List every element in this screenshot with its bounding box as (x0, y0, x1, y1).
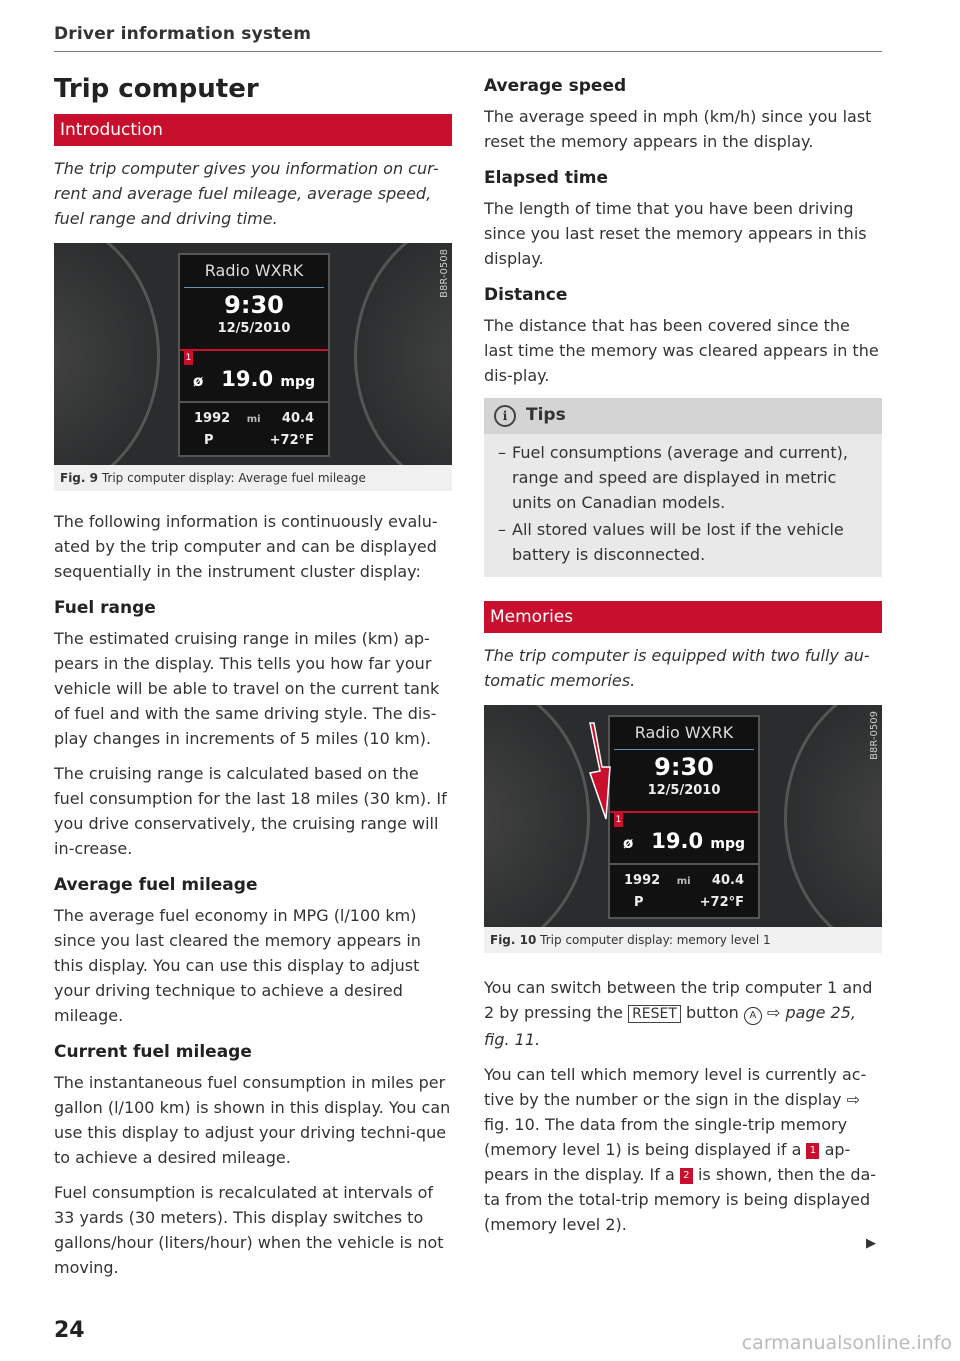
level-2-marker: 2 (680, 1168, 693, 1184)
distance-heading: Distance (484, 285, 568, 305)
intro-paragraph: The following information is continuously evalu-ated by the trip computer and can be displayed sequentially in the instrument cluster display: (54, 512, 438, 581)
gear-row (624, 895, 744, 910)
left-dial (484, 705, 590, 927)
header-rule (54, 51, 882, 52)
figure-caption: Fig. 9 Trip computer display: Average fuel mileage (54, 465, 452, 491)
tip-item: – All stored values will be lost if the vehicle battery is disconnected. (512, 517, 872, 567)
tips-box (484, 398, 882, 577)
tip-item: – Fuel consumptions (average and current), range and speed are displayed in metric units on Canadian models. (512, 440, 872, 515)
gear: P (204, 433, 214, 448)
mpg-unit: mpg (710, 836, 746, 852)
mpg-value: 19.0 (651, 829, 704, 853)
memory-level-paragraph: You can tell which memory level is currently ac-tive by the number or the sign in the display ⇨ fig. 10. The data from the single-trip memory (memory level 1) is being displayed if a 1 ap-pears in the display. If a 2 is shown, then the da-ta from the total-trip memory is being displayed (memory level 2). (484, 1065, 877, 1234)
memories-intro: The trip computer is equipped with two fully au-tomatic memories. (484, 646, 870, 690)
odometer-row (194, 411, 314, 426)
continue-arrow-icon: ▶ (866, 1236, 876, 1251)
avg-speed-heading: Average speed (484, 76, 627, 96)
clock-time: 9:30 (654, 753, 714, 781)
cur-fuel-p1: The instantaneous fuel consumption in miles per gallon (l/100 km) is shown in this display. You can use this display to adjust your driving techni-que to achieve a desired mileage. (54, 1073, 451, 1167)
trip-value: 40.4 (281, 411, 314, 426)
introduction-text: The trip computer gives you information on cur-rent and average fuel mileage, average speed, fuel range and driving time. (54, 159, 439, 228)
tips-list (484, 434, 882, 577)
right-dial (784, 705, 882, 927)
introduction-bar: Introduction (54, 114, 452, 146)
radio-station: Radio WXRK (634, 723, 734, 742)
lcd-display (608, 715, 760, 919)
elapsed-paragraph: The length of time that you have been driving since you last reset the memory appears in this display. (484, 199, 867, 268)
average-symbol: ø (622, 834, 634, 852)
outside-temp: +72°F (699, 895, 744, 910)
cur-fuel-p2: Fuel consumption is recalculated at intervals of 33 yards (30 meters). This display switches to gallons/hour (liters/hour) when the vehicle is not moving. (54, 1183, 444, 1277)
lcd-display (178, 253, 330, 457)
right-column (484, 74, 882, 1247)
fuel-range-p1: The estimated cruising range in miles (km) ap-pears in the display. This tells you how far your vehicle will be able to travel on the current tank of fuel and with the same driving style. The dis-play changes in increments of 5 miles (10 km). (54, 629, 440, 748)
page-reference[interactable]: ⇨ page 25, fig. 11. (484, 1003, 856, 1049)
right-dial (354, 243, 452, 465)
figure-caption: Fig. 10 Trip computer display: memory level 1 (484, 927, 882, 953)
figure-code: B8R-0508 (439, 249, 450, 298)
gear: P (634, 895, 644, 910)
reset-key: RESET (628, 1005, 681, 1023)
info-icon: i (494, 405, 516, 427)
section-header: Driver information system (54, 24, 312, 44)
figure-10 (484, 705, 882, 953)
memory-marker: 1 (615, 815, 622, 825)
switch-paragraph: You can switch between the trip computer 1 and 2 by pressing the RESET button A ⇨ page 25, fig. 11. (484, 978, 873, 1049)
tips-header: i Tips (484, 398, 882, 434)
odometer: 1992 (624, 873, 661, 888)
elapsed-heading: Elapsed time (484, 168, 609, 188)
date: 12/5/2010 (647, 783, 721, 798)
date: 12/5/2010 (217, 321, 291, 336)
cluster-display-image (484, 705, 882, 927)
odometer-unit: mi (676, 876, 691, 887)
trip-value: 40.4 (711, 873, 744, 888)
left-dial (54, 243, 160, 465)
page-title: Trip computer (54, 74, 259, 104)
mpg-unit: mpg (280, 374, 316, 390)
avg-speed-paragraph: The average speed in mph (km/h) since you last reset the memory appears in the display. (484, 107, 872, 151)
cluster-display-image (54, 243, 452, 465)
distance-paragraph: The distance that has been covered since the last time the memory was cleared appears in the dis-play. (484, 316, 879, 385)
level-1-marker: 1 (806, 1143, 819, 1159)
figure-code: B8R-0509 (869, 711, 880, 760)
memories-bar: Memories (484, 601, 882, 633)
fuel-range-heading: Fuel range (54, 598, 156, 618)
avg-fuel-heading: Average fuel mileage (54, 875, 258, 895)
watermark: carmanualsonline.info (741, 1332, 952, 1354)
odometer-unit: mi (246, 414, 261, 425)
avg-mpg (180, 367, 328, 391)
clock-time: 9:30 (224, 291, 284, 319)
memory-marker: 1 (185, 353, 192, 363)
cur-fuel-heading: Current fuel mileage (54, 1042, 252, 1062)
average-symbol: ø (192, 372, 204, 390)
figure-9 (54, 243, 452, 491)
odometer-row (624, 873, 744, 888)
gear-row (194, 433, 314, 448)
red-arrow-icon (586, 721, 612, 821)
button-a-marker: A (744, 1007, 762, 1025)
left-column (54, 74, 452, 1290)
odometer: 1992 (194, 411, 231, 426)
avg-mpg (610, 829, 758, 853)
radio-station: Radio WXRK (204, 261, 304, 280)
page-number: 24 (54, 1318, 85, 1343)
mpg-value: 19.0 (221, 367, 274, 391)
outside-temp: +72°F (269, 433, 314, 448)
fuel-range-p2: The cruising range is calculated based on the fuel consumption for the last 18 miles (30 km). If you drive conservatively, the cruising range will in-crease. (54, 764, 447, 858)
avg-fuel-paragraph: The average fuel economy in MPG (l/100 km) since you last cleared the memory appears in this display. You can use this display to adjust your driving technique to achieve a desired mileage. (54, 906, 421, 1025)
